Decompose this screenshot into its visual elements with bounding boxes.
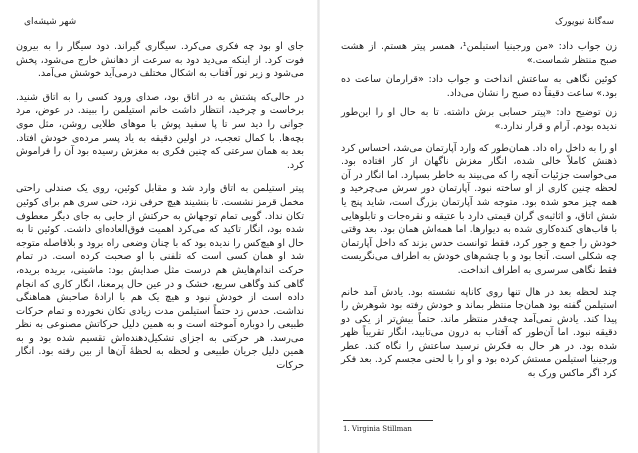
paragraph: زن توضیح داد: «پیتر حسابی برش داشته. تا به حال او را این‌طور ندیده بودم. آرام و قرار ندارد.»	[341, 107, 617, 132]
right-page-body	[341, 40, 617, 387]
left-page-body	[16, 40, 304, 379]
footnote: 1. Virginia Stillman	[343, 425, 412, 433]
paragraph: زن جواب داد: «من ورجینیا استیلمن¹، همسر پیتر هستم. از هشت صبح منتظر شماست.»	[341, 41, 618, 66]
paragraph: پیتر استیلمن به اتاق وارد شد و مقابل کوئین، روی یک صندلی راحتی مخمل قرمز نشست. تا بنشیند هیچ حرفی نزد، حتی سری هم برای کوئین تکان نداد. گویی تمام توجهاش به حرکتش از جایی به جای دیگر معطوف شده بود، انگار تاکید که می‌کرد اهمیت فوق‌العاده‌ای داشت. کوئین تا به حال او هیچ‌کس را ندیده بود که با چنان وضعی راه برود و بلافاصله متوجه شد او همان کسی است که تلفنی با او صحبت کرده است. در تمام حرکت اندام‌هایش هم درست مثل صدایش بود: ماشینی، بریده بریده، گاهی کند وگاهی سریع، خشک و در عین حال پرمعنا، انگار کاری که انجام داده است از خودش نبود و هیچ یک هم با ارادهٔ صاحبش هماهنگی نداشت. حدس زد حتماً استیلمن مدت زیادی تکان نخورده و تمام حرکات طبیعی را دوباره آموخته است و به همین دلیل حرکاتش مصنوعی به نظر می‌رسد. هر حرکتی به اجزای تشکیل‌دهنده‌اش تقسیم شده بود و به همین دلیل جریان طبیعی و لحظه به لحظهٔ آن‌ها از بین رفته بود. انگار حرکات	[16, 183, 304, 372]
running-head-left: شهر شیشه‌ای	[24, 17, 77, 27]
paragraph: جای او بود چه فکری می‌کرد. سیگاری گیراند. دود سیگار را به بیرون فوت کرد. از اینکه می‌دید دود به سرعت از دهانش خارج می‌شود، پخش می‌شود و زیر نور آفتاب به اشکال مختلف در‌می‌آید خوشش می‌آمد.	[16, 41, 304, 80]
right-page	[319, 0, 638, 453]
footnote-rule	[343, 420, 433, 421]
paragraph: او را به داخل راه داد. همان‌طور که وارد آپارتمان می‌شد، احساس کرد ذهنش کاملاً خالی شده، انگار مغزش ناگهان از کار افتاده بود. می‌خواست جزئیات آنچه را که می‌بیند به خاطر بسپارد. اما انگار در آن لحظه چنین کاری از او ساخته نبود. آپارتمان دور سرش می‌چرخید و همه چیز محو شده بود. متوجه شد آپارتمان بزرگ است، شاید پنج یا شش اتاق، و اثاثیه‌ی گران قیمتی دارد با عتیقه و نقره‌جات و تابلوهایی با قاب‌های کنده‌کاری شده به دیوارها. اما همه‌اش همان بود. بعد وقتی خودش را جمع و جور کرد، فقط توانست حدس بزند که داخل آپارتمان چه شکلی است. آنجا بود و با چشم‌های خودش به اطراف می‌نگریست فقط نگاهی سرسری به اطراف انداخت.	[341, 142, 617, 276]
paragraph: چند لحظه بعد در هال تنها روی کاناپه نشسته بود. یادش آمد خانم استیلمن گفته بود همان‌جا منتظر بماند و خودش رفته بود شوهرش را پیدا کند. یادش نمی‌آمد چه‌قدر منتظر ماند. حتماً بیش‌تر از یکی دو دقیقه نبود. اما آن‌طور که آفتاب به درون می‌تابید، انگار تقریباً ظهر شده بود. در هر حال به فکرش نرسید ساعتش را نگاه کند. عطر ورجینیا استیلمن مستش کرده بود و او را با لحنی مجسم کرد. بعد فکر کرد اگر ماکس ورک به	[341, 286, 617, 380]
paragraph: در حالی‌که پشتش به در اتاق بود، صدای ورود کسی را به اتاق شنید. برخاست و چرخید، انتظار داشت خانم استیلمن را ببیند. در عوض، مرد جوانی را دید سر تا پا سفید پوش با موهای طلایی روشن، مثل موی بچه‌ها. با کمال تعجب، در اولین دقیقه به یاد پسر مرده‌ی خودش افتاد. بعد به همان سرعتی که چنین فکری به مغزش رسیده بود آن را فراموش کرد.	[16, 91, 304, 171]
paragraph: کوئین نگاهی به ساعتش انداخت و جواب داد: «قرارمان ساعت ده بود.» ساعت دقیقاً ده صبح را نشان می‌داد.	[341, 74, 617, 99]
running-head-right: سه‌گانهٔ نیویورک	[554, 17, 614, 27]
